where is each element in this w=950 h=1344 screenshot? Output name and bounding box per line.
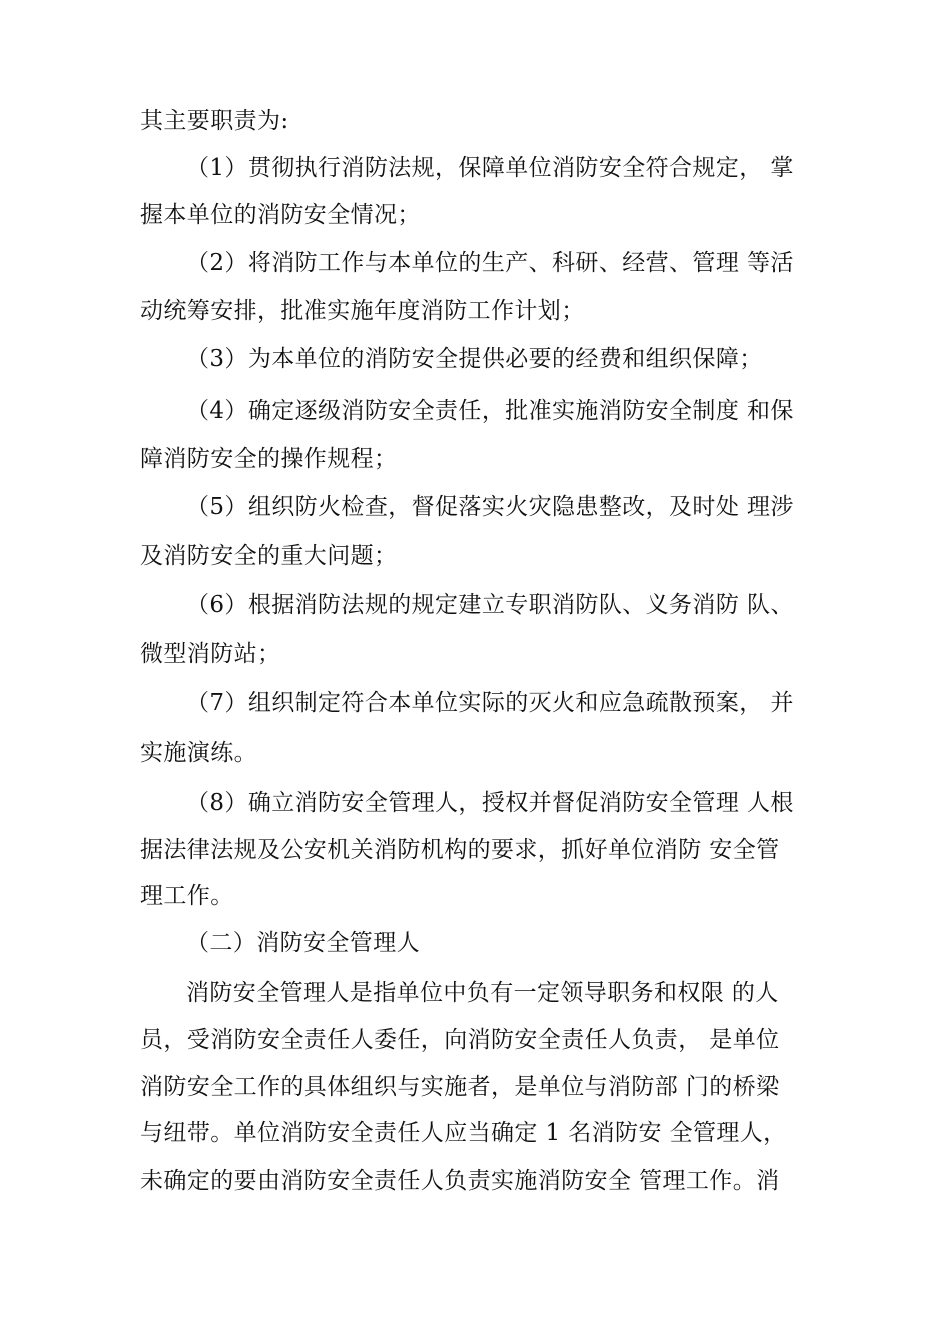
text-line-para-4: 与纽带。单位消防安全责任人应当确定 1 名消防安 全管理人， [140, 1120, 787, 1146]
text-line-item-8-cont-1: 据法律法规及公安机关消防机构的要求，抓好单位消防 安全管 [140, 837, 780, 863]
text-line-item-2: （2）将消防工作与本单位的生产、科研、经营、管理 等活 [186, 250, 794, 276]
text-line-intro: 其主要职责为: [140, 108, 289, 134]
text-line-item-7-cont: 实施演练。 [140, 740, 257, 766]
text-line-para-1: 消防安全管理人是指单位中负有一定领导职务和权限 的人 [186, 980, 779, 1006]
text-line-para-2: 员，受消防安全责任人委任，向消防安全责任人负责， 是单位 [140, 1027, 780, 1053]
text-line-item-5-cont: 及消防安全的重大问题； [140, 543, 398, 569]
text-line-item-4-cont: 障消防安全的操作规程； [140, 446, 398, 472]
text-line-item-5: （5）组织防火检查，督促落实火灾隐患整改，及时处 理涉 [186, 494, 794, 520]
section-heading: （二）消防安全管理人 [186, 930, 420, 956]
text-line-item-6: （6）根据消防法规的规定建立专职消防队、义务消防 队、 [186, 592, 794, 618]
text-line-item-1-cont: 握本单位的消防安全情况； [140, 202, 421, 228]
text-line-item-6-cont: 微型消防站； [140, 641, 281, 667]
text-line-item-1: （1）贯彻执行消防法规，保障单位消防安全符合规定， 掌 [186, 155, 794, 181]
text-line-item-3: （3）为本单位的消防安全提供必要的经费和组织保障； [186, 346, 763, 372]
text-line-item-4: （4）确定逐级消防安全责任，批准实施消防安全制度 和保 [186, 398, 794, 424]
text-line-para-3: 消防安全工作的具体组织与实施者，是单位与消防部 门的桥梁 [140, 1074, 780, 1100]
text-line-item-2-cont: 动统筹安排，批准实施年度消防工作计划； [140, 298, 585, 324]
text-line-item-8: （8）确立消防安全管理人，授权并督促消防安全管理 人根 [186, 790, 794, 816]
text-line-para-5: 未确定的要由消防安全责任人负责实施消防安全 管理工作。消 [140, 1168, 780, 1194]
text-line-item-7: （7）组织制定符合本单位实际的灭火和应急疏散预案， 并 [186, 690, 794, 716]
text-line-item-8-cont-2: 理工作。 [140, 883, 234, 909]
